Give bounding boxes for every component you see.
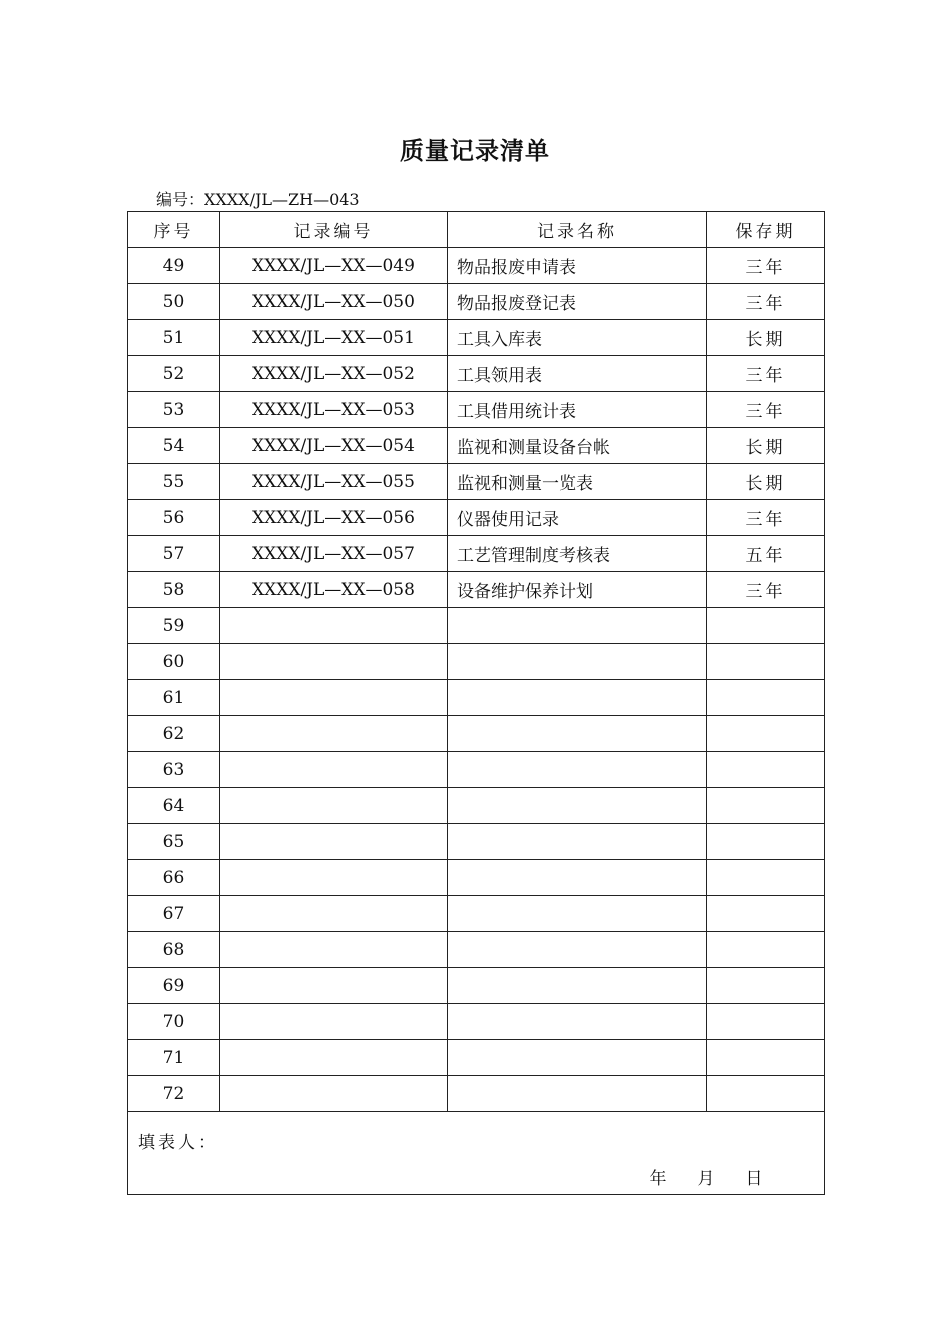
- table-row: [128, 572, 825, 608]
- row-seq: 54: [128, 428, 220, 464]
- table-row: [128, 716, 825, 752]
- row-record-name: [448, 608, 707, 644]
- row-retention-period: 三年: [707, 500, 825, 536]
- signature-row: [128, 1112, 825, 1195]
- month-label: 月: [697, 1169, 715, 1189]
- table-row: [128, 968, 825, 1004]
- row-seq: 52: [128, 356, 220, 392]
- row-record-name: [448, 644, 707, 680]
- row-retention-period: [707, 1040, 825, 1076]
- table-row: [128, 284, 825, 320]
- year-label: 年: [649, 1169, 667, 1189]
- row-record-name: [448, 680, 707, 716]
- row-retention-period: [707, 932, 825, 968]
- row-retention-period: [707, 1076, 825, 1112]
- row-retention-period: [707, 860, 825, 896]
- row-record-name: [448, 896, 707, 932]
- row-record-code: XXXX/JL—XX—057: [220, 536, 448, 572]
- row-seq: 69: [128, 968, 220, 1004]
- row-seq: 49: [128, 248, 220, 284]
- row-record-name: 工艺管理制度考核表: [448, 536, 707, 572]
- signature-cell: [128, 1112, 825, 1195]
- row-record-code: [220, 968, 448, 1004]
- row-record-name: [448, 824, 707, 860]
- row-seq: 55: [128, 464, 220, 500]
- row-retention-period: [707, 644, 825, 680]
- row-record-name: 物品报废申请表: [448, 248, 707, 284]
- row-seq: 56: [128, 500, 220, 536]
- row-retention-period: [707, 680, 825, 716]
- row-record-name: 工具领用表: [448, 356, 707, 392]
- table-row: [128, 788, 825, 824]
- table-row: [128, 392, 825, 428]
- table-row: [128, 1076, 825, 1112]
- row-record-code: [220, 680, 448, 716]
- row-record-name: [448, 932, 707, 968]
- page-title: 质量记录清单: [400, 137, 550, 165]
- row-record-name: [448, 788, 707, 824]
- row-record-name: [448, 1004, 707, 1040]
- records-table: [127, 211, 825, 1195]
- row-record-code: [220, 932, 448, 968]
- row-retention-period: [707, 788, 825, 824]
- table-body: [128, 248, 825, 1112]
- row-record-code: [220, 1076, 448, 1112]
- table-row: [128, 428, 825, 464]
- row-retention-period: [707, 824, 825, 860]
- row-retention-period: 三年: [707, 392, 825, 428]
- row-record-code: [220, 824, 448, 860]
- table-row: [128, 1040, 825, 1076]
- row-record-code: [220, 644, 448, 680]
- row-retention-period: 长期: [707, 320, 825, 356]
- row-record-code: XXXX/JL—XX—050: [220, 284, 448, 320]
- row-retention-period: [707, 608, 825, 644]
- row-seq: 72: [128, 1076, 220, 1112]
- table-row: [128, 644, 825, 680]
- row-seq: 58: [128, 572, 220, 608]
- table-row: [128, 824, 825, 860]
- row-seq: 70: [128, 1004, 220, 1040]
- row-retention-period: [707, 896, 825, 932]
- row-seq: 61: [128, 680, 220, 716]
- row-record-code: XXXX/JL—XX—051: [220, 320, 448, 356]
- row-record-name: 工具入库表: [448, 320, 707, 356]
- row-seq: 71: [128, 1040, 220, 1076]
- row-record-code: [220, 896, 448, 932]
- row-record-name: 仪器使用记录: [448, 500, 707, 536]
- table-row: [128, 608, 825, 644]
- filler-label: 填表人：: [138, 1133, 218, 1153]
- header-record-code: 记录编号: [220, 212, 448, 248]
- row-record-name: [448, 860, 707, 896]
- table-row: [128, 464, 825, 500]
- header-record-name: 记录名称: [448, 212, 707, 248]
- table-header-row: [128, 212, 825, 248]
- table-row: [128, 932, 825, 968]
- row-retention-period: 三年: [707, 572, 825, 608]
- row-seq: 66: [128, 860, 220, 896]
- row-record-name: [448, 716, 707, 752]
- row-seq: 57: [128, 536, 220, 572]
- header-retention-period: 保存期: [707, 212, 825, 248]
- row-record-code: [220, 1040, 448, 1076]
- row-retention-period: 三年: [707, 356, 825, 392]
- row-record-code: XXXX/JL—XX—056: [220, 500, 448, 536]
- row-seq: 62: [128, 716, 220, 752]
- row-seq: 65: [128, 824, 220, 860]
- row-record-name: [448, 752, 707, 788]
- table-row: [128, 1004, 825, 1040]
- table-row: [128, 680, 825, 716]
- row-record-code: XXXX/JL—XX—058: [220, 572, 448, 608]
- row-record-code: [220, 716, 448, 752]
- row-seq: 59: [128, 608, 220, 644]
- table-row: [128, 356, 825, 392]
- row-seq: 68: [128, 932, 220, 968]
- row-record-name: [448, 1040, 707, 1076]
- row-record-name: [448, 1076, 707, 1112]
- row-record-code: XXXX/JL—XX—055: [220, 464, 448, 500]
- row-record-code: [220, 788, 448, 824]
- row-retention-period: 长期: [707, 428, 825, 464]
- table-row: [128, 536, 825, 572]
- row-retention-period: [707, 1004, 825, 1040]
- table-row: [128, 320, 825, 356]
- row-record-code: XXXX/JL—XX—052: [220, 356, 448, 392]
- row-record-name: [448, 968, 707, 1004]
- row-retention-period: [707, 716, 825, 752]
- row-retention-period: 长期: [707, 464, 825, 500]
- table-row: [128, 248, 825, 284]
- row-seq: 63: [128, 752, 220, 788]
- row-retention-period: [707, 968, 825, 1004]
- row-record-code: [220, 608, 448, 644]
- table-row: [128, 752, 825, 788]
- row-record-name: 工具借用统计表: [448, 392, 707, 428]
- header-seq: 序号: [128, 212, 220, 248]
- table-row: [128, 896, 825, 932]
- day-label: 日: [745, 1169, 763, 1189]
- row-retention-period: 三年: [707, 284, 825, 320]
- row-retention-period: [707, 752, 825, 788]
- date-line: [634, 1164, 778, 1189]
- row-record-code: XXXX/JL—XX—053: [220, 392, 448, 428]
- row-seq: 51: [128, 320, 220, 356]
- row-seq: 64: [128, 788, 220, 824]
- table-row: [128, 500, 825, 536]
- row-retention-period: 三年: [707, 248, 825, 284]
- table-row: [128, 860, 825, 896]
- row-seq: 53: [128, 392, 220, 428]
- row-seq: 60: [128, 644, 220, 680]
- row-record-code: [220, 860, 448, 896]
- row-seq: 67: [128, 896, 220, 932]
- row-retention-period: 五年: [707, 536, 825, 572]
- row-record-name: 监视和测量设备台帐: [448, 428, 707, 464]
- row-seq: 50: [128, 284, 220, 320]
- row-record-name: 监视和测量一览表: [448, 464, 707, 500]
- document-number: 编号：XXXX/JL—ZH—043: [156, 190, 360, 209]
- row-record-name: 设备维护保养计划: [448, 572, 707, 608]
- row-record-name: 物品报废登记表: [448, 284, 707, 320]
- row-record-code: [220, 752, 448, 788]
- row-record-code: [220, 1004, 448, 1040]
- row-record-code: XXXX/JL—XX—054: [220, 428, 448, 464]
- row-record-code: XXXX/JL—XX—049: [220, 248, 448, 284]
